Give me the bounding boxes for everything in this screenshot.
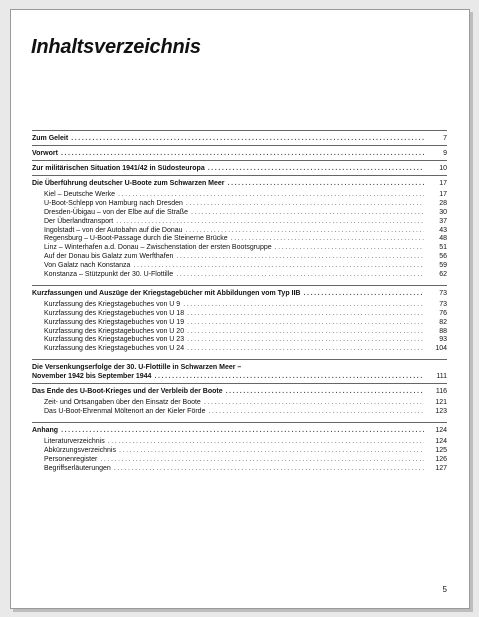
toc-page-number: 127 [435, 464, 447, 472]
dot-leader [61, 149, 424, 158]
toc-section-entry[interactable] [32, 134, 447, 143]
spacer [32, 280, 447, 283]
toc-page-number: 9 [443, 150, 447, 157]
toc-section-heading-line [32, 363, 447, 372]
toc-page-number: 116 [435, 388, 447, 396]
dot-leader [208, 408, 424, 417]
toc-sub-label: Kurzfassung des Kriegstagebuches von U 19 [44, 318, 185, 326]
toc-sub-label: Das U-Boot-Ehrenmal Möltenort an der Kieler Förde [44, 408, 206, 416]
dot-leader [191, 209, 424, 218]
toc-sub-label: U-Boot-Schlepp von Hamburg nach Dresden [44, 199, 183, 207]
toc-section-entry[interactable] [32, 149, 447, 158]
dot-leader [304, 289, 425, 298]
toc-page-number: 76 [439, 309, 447, 317]
toc-sub-label: Begriffserläuterungen [44, 464, 111, 472]
toc-page-number: 88 [439, 327, 447, 335]
page-number: 5 [442, 585, 447, 594]
toc-sub-label: Linz – Winterhafen a.d. Donau – Zwischenstation der ersten Bootsgruppe [44, 244, 272, 252]
dot-leader [176, 253, 424, 262]
section-divider [32, 175, 447, 176]
toc-sub-label: Literaturverzeichnis [44, 438, 105, 446]
toc-page-number: 82 [439, 318, 447, 326]
toc-page-number: 28 [439, 199, 447, 207]
toc-sub-label: Der Überlandtransport [44, 217, 114, 225]
dot-leader [114, 465, 424, 474]
toc-sub-entry[interactable] [32, 191, 447, 200]
toc-page-number: 124 [435, 438, 447, 446]
toc-sub-label: Kurzfassung des Kriegstagebuches von U 24 [44, 345, 185, 353]
spacer [32, 417, 447, 420]
toc-sub-entry[interactable] [32, 209, 447, 218]
section-divider [32, 160, 447, 161]
toc-page-number: 104 [435, 345, 447, 353]
dot-leader [183, 301, 424, 310]
dot-leader [154, 372, 424, 381]
toc-page-number: 73 [439, 300, 447, 308]
toc-sub-entry[interactable] [32, 271, 447, 280]
toc-sub-entry[interactable] [32, 447, 447, 456]
toc-section-label: Vorwort [32, 150, 58, 157]
toc-page-number: 126 [435, 455, 447, 463]
toc-page-number: 59 [439, 262, 447, 270]
dot-leader [204, 399, 424, 408]
dot-leader [187, 328, 424, 337]
toc-sub-entry[interactable] [32, 456, 447, 465]
toc-page-number: 48 [439, 235, 447, 243]
toc-sub-entry[interactable] [32, 244, 447, 253]
toc-page-number: 37 [439, 217, 447, 225]
dot-leader [187, 319, 424, 328]
toc-section-label: Kurzfassungen und Auszüge der Kriegstagebücher mit Abbildungen vom Typ IIB [32, 289, 301, 297]
toc-sub-entry[interactable] [32, 399, 447, 408]
toc-sub-label: Kiel – Deutsche Werke [44, 191, 116, 198]
dot-leader [108, 438, 424, 447]
dot-leader [187, 336, 424, 345]
toc-sub-entry[interactable] [32, 408, 447, 417]
toc-page-number: 7 [443, 135, 447, 142]
toc-sub-entry[interactable] [32, 227, 447, 236]
toc-page-number: 17 [439, 180, 447, 187]
toc-page-number: 93 [439, 336, 447, 344]
dot-leader [71, 134, 424, 143]
toc-section-label: Die Versenkungserfolge der 30. U-Flottille in Schwarzen Meer – [32, 364, 242, 372]
toc-sub-label: Auf der Donau bis Galatz zum Werfthafen [44, 253, 174, 261]
dot-leader [119, 447, 424, 456]
toc-sub-label: Abkürzungsverzeichnis [44, 446, 116, 454]
spacer [32, 474, 447, 477]
toc-page-number: 73 [439, 289, 447, 297]
toc-page-number: 56 [439, 253, 447, 261]
toc-sub-label: Kurzfassung des Kriegstagebuches von U 20 [44, 327, 185, 335]
toc-sub-label: Zeit- und Ortsangaben über den Einsatz der Boote [44, 399, 201, 407]
toc-page-number: 123 [435, 408, 447, 416]
toc-sub-label: Kurzfassung des Kriegstagebuches von U 18 [44, 309, 185, 317]
toc-sub-label: Kurzfassung des Kriegstagebuches von U 23 [44, 336, 185, 344]
toc-sub-entry[interactable] [32, 218, 447, 227]
toc-section-label: Das Ende des U-Boot-Krieges und der Verbleib der Boote [32, 388, 223, 396]
toc-sub-label: Personenregister [44, 455, 98, 463]
dot-leader [100, 456, 424, 465]
dot-leader [116, 218, 424, 227]
section-divider [32, 130, 447, 131]
toc-sub-entry[interactable] [32, 438, 447, 447]
toc-page-number: 51 [439, 244, 447, 252]
toc-sub-entry[interactable] [32, 319, 447, 328]
toc-page-number: 17 [439, 191, 447, 198]
dot-leader [231, 235, 424, 244]
toc-sub-entry[interactable] [32, 328, 447, 337]
toc-sub-entry[interactable] [32, 336, 447, 345]
toc-section-label: Anhang [32, 427, 59, 435]
toc-page-number: 125 [435, 446, 447, 454]
dot-leader [275, 244, 424, 253]
dot-leader [118, 191, 424, 200]
dot-leader [187, 310, 424, 319]
toc-section-entry[interactable] [32, 164, 447, 173]
toc-page-number: 30 [439, 208, 447, 216]
toc-sub-entry[interactable] [32, 301, 447, 310]
section-divider [32, 285, 447, 286]
dot-leader [186, 227, 424, 236]
toc-sub-entry[interactable] [32, 262, 447, 271]
toc-sub-label: Regensburg – U-Boot-Passage durch die Steinerne Brücke [44, 235, 228, 243]
toc-section-entry[interactable] [32, 372, 447, 381]
toc-section-label: Zum Geleit [32, 135, 69, 142]
document-page [10, 9, 470, 609]
toc-page-number: 62 [439, 271, 447, 279]
toc-section-entry[interactable] [32, 179, 447, 188]
toc-section-label: November 1942 bis September 1944 [32, 373, 152, 381]
toc-section-label: Zur militärischen Situation 1941/42 in Südosteuropa [32, 165, 205, 172]
dot-leader [208, 164, 424, 173]
toc-page-number: 43 [439, 226, 447, 234]
section-divider [32, 383, 447, 384]
toc-sub-label: Von Galatz nach Konstanza [44, 262, 131, 270]
toc-page-number: 124 [435, 427, 447, 435]
toc-section-entry[interactable] [32, 289, 447, 298]
toc-page-number: 121 [435, 399, 447, 407]
spacer [32, 354, 447, 357]
dot-leader [187, 345, 424, 354]
section-divider [32, 359, 447, 360]
toc-sub-entry[interactable] [32, 235, 447, 244]
toc-sub-label: Kurzfassung des Kriegstagebuches von U 9 [44, 300, 181, 308]
toc-section-entry[interactable] [32, 387, 447, 396]
page-title: Inhaltsverzeichnis [31, 36, 201, 58]
table-of-contents [32, 128, 447, 477]
dot-leader [61, 426, 424, 435]
toc-sub-entry[interactable] [32, 465, 447, 474]
dot-leader [186, 200, 424, 209]
toc-section-entry[interactable] [32, 426, 447, 435]
toc-sub-label: Konstanza – Stützpunkt der 30. U-Flottille [44, 271, 174, 279]
toc-sub-entry[interactable] [32, 200, 447, 209]
dot-leader [133, 262, 424, 271]
dot-leader [226, 387, 424, 396]
toc-page-number: 10 [439, 165, 447, 172]
toc-section-label: Die Überführung deutscher U-Boote zum Schwarzen Meer [32, 180, 225, 187]
section-divider [32, 145, 447, 146]
dot-leader [228, 179, 424, 188]
toc-sub-entry[interactable] [32, 310, 447, 319]
section-divider [32, 422, 447, 423]
toc-sub-entry[interactable] [32, 253, 447, 262]
toc-page-number: 111 [436, 373, 447, 381]
toc-sub-label: Ingolstadt – von der Autobahn auf die Donau [44, 226, 183, 234]
dot-leader [176, 271, 424, 280]
toc-sub-label: Dresden-Übigau – von der Elbe auf die Straße [44, 208, 188, 216]
toc-sub-entry[interactable] [32, 345, 447, 354]
